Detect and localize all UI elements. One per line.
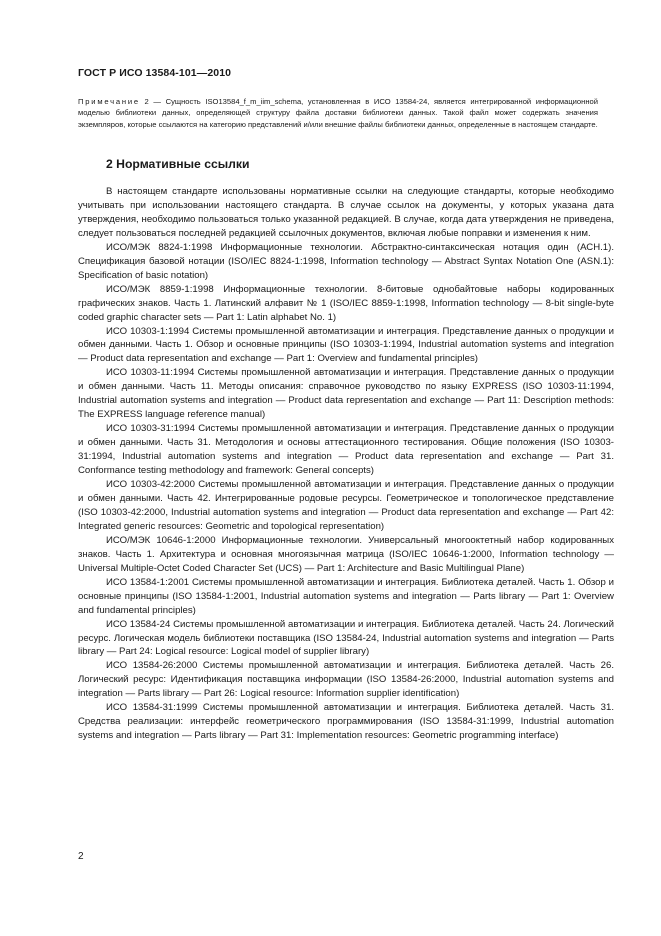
note-text: 2 — Сущность ISO13584_f_m_iim_schema, установленная в ИСО 13584-24, является интегрированной информационной моделью библиотеки данных, определяющей структуру файла доставки библиотеки данных. Такой файл может содержать значения экземпляров, которые ссылаются на категорию представлений и/или внешние файлы библиотеки данных, определенные в настоящем стандарте. — [78, 97, 598, 129]
section-title: 2 Нормативные ссылки — [106, 157, 250, 171]
reference-item: ИСО 10303-11:1994 Системы промышленной автоматизации и интеграция. Представление данных о продукции и обмен данными. Часть 11. Методы описания: справочное руководство по языку EXPRESS (ISO 10303-11:1994, Industrial automation systems and integration — Product data representation and exchange — Part 11: Description methods: The EXPRESS language reference manual) — [78, 367, 614, 421]
reference-item: ИСО 10303-1:1994 Системы промышленной автоматизации и интеграция. Представление данных о продукции и обмен данными. Часть 1. Обзор и основные принципы (ISO 10303-1:1994, Industrial automation systems and integration — Product data representation and exchange — Part 1: Overview and fundamental principles) — [78, 325, 614, 365]
reference-item: ИСО/МЭК 8824-1:1998 Информационные технологии. Абстрактно-синтаксическая нотация один (АСН.1). Спецификация базовой нотации (ISO/IEC 8824-1:1998, Information technology — Abstract Syntax Notation One (ASN.1): Specification of basic notation) — [78, 241, 614, 281]
reference-item: ИСО 10303-42:2000 Системы промышленной автоматизации и интеграция. Представление данных о продукции и обмен данными. Часть 42. Интегрированные родовые ресурсы. Геометрическое и топологическое представление (ISO 10303-42:2000, Industrial automation systems and integration — Product data representation and exchange — Part 42: Integrated generic resources: Geometric and topological representation) — [78, 479, 614, 532]
reference-item: ИСО/МЭК 8859-1:1998 Информационные технологии. 8-битовые однобайтовые наборы кодированных графических знаков. Часть 1. Латинский алфавит № 1 (ISO/IEC 8859-1:1998, Information technology — 8-bit single-byte coded graphic character sets — Part 1: Latin alphabet No. 1) — [78, 283, 614, 323]
reference-item: ИСО 13584-26:2000 Системы промышленной автоматизации и интеграция. Библиотека деталей. Часть 26. Логический ресурс: Идентификация поставщика информации (ISO 13584-26:2000, Industrial automation systems and integration — Parts library — Part 26: Logical resource: Information supplier identification) — [78, 660, 614, 700]
reference-item: ИСО 13584-31:1999 Системы промышленной автоматизации и интеграция. Библиотека деталей. Часть 31. Средства реализации: интерфейс геометрического программирования (ISO 13584-31:1999, Industrial automation systems and integration — Parts library — Part 31: Implementation resources: Geometric programming interface) — [78, 702, 614, 742]
section-body — [78, 185, 614, 743]
reference-item: ИСО 13584-24 Системы промышленной автоматизации и интеграция. Библиотека деталей. Часть 24. Логический ресурс. Логическая модель библиотеки поставщика (ISO 13584-24, Industrial automation systems and integration — Parts library — Part 24: Logical resource: Logical model of supplier library) — [78, 618, 614, 658]
note-block — [78, 96, 598, 130]
reference-item: ИСО 13584-1:2001 Системы промышленной автоматизации и интеграция. Библиотека деталей. Часть 1. Обзор и основные принципы (ISO 13584-1:2001, Industrial automation systems and integration — Parts library — Part 1: Overview and fundamental principles) — [78, 576, 614, 616]
page-number: 2 — [78, 851, 84, 862]
reference-item: ИСО/МЭК 10646-1:2000 Информационные технологии. Универсальный многооктетный набор кодированных знаков. Часть 1. Архитектура и основная многоязычная матрица (ISO/IEC 10646-1:2000, Information technology — Universal Multiple-Octet Coded Character Set (UCS) — Part 1: Architecture and Basic Multilingual Plane) — [78, 534, 614, 574]
intro-paragraph: В настоящем стандарте использованы нормативные ссылки на следующие стандарты, которые необходимо учитывать при использовании настоящего стандарта. В случае ссылок на документы, у которых указана дата утверждения, необходимо пользоваться только указанной редакцией. В случае, когда дата утверждения не приведена, следует пользоваться последней редакцией ссылочных документов, включая любые поправки и изменения к ним. — [78, 186, 614, 239]
document-header: ГОСТ Р ИСО 13584-101—2010 — [78, 67, 232, 79]
reference-item: ИСО 10303-31:1994 Системы промышленной автоматизации и интеграция. Представление данных о продукции и обмен данными. Часть 31. Методология и основы аттестационного тестирования. Общие положения (ISO 10303-31:1994, Industrial automation systems and integration — Product data representation and exchange — Part 31. Conformance testing methodology and framework: General concepts) — [78, 423, 614, 477]
note-label: Примечание — [78, 97, 140, 106]
